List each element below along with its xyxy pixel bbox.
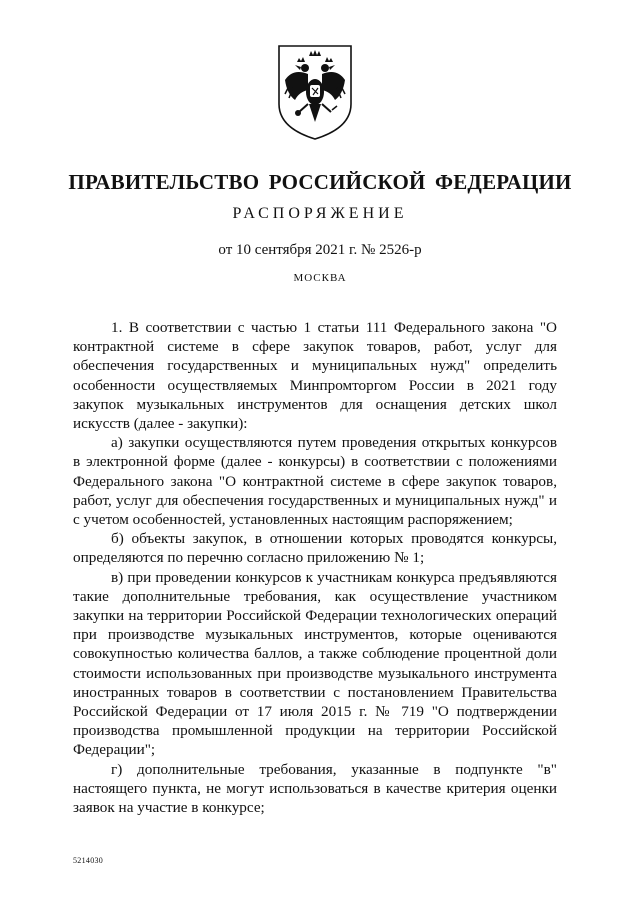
document-date-number: от 10 сентября 2021 г. № 2526-р <box>218 242 422 258</box>
document-body <box>73 318 557 817</box>
document-kind: РАСПОРЯЖЕНИЕ <box>232 205 408 222</box>
paragraph-g: г) дополнительные требования, указанные в подпункте "в" настоящего пункта, не могут использоваться в качестве критерия оценки заявок на участие в конкурсе; <box>73 760 557 817</box>
paragraph-1: 1. В соответствии с частью 1 статьи 111 Федерального закона "О контрактной системе в сфере закупок товаров, работ, услуг для обеспечения государственных и муниципальных нужд" определить особенности осуществляемых Минпромторгом России в 2021 году закупок музыкальных инструментов для оснащения детских школ искусств (далее - закупки): <box>73 319 557 433</box>
document-code: 5214030 <box>73 856 104 865</box>
government-title: ПРАВИТЕЛЬСТВО РОССИЙСКОЙ ФЕДЕРАЦИИ <box>68 170 572 194</box>
paragraph-v: в) при проведении конкурсов к участникам конкурса предъявляются такие дополнительные требования, как осуществление участником закупки на территории Российской Федерации технологических операций при производстве музыкальных инструментов, которые оцениваются совокупностью количества баллов, а также соблюдение процентной доли стоимости использованных при производстве музыкального инструмента иностранных товаров в соответствии с постановлением Правительства Российской Федерации от 17 июля 2015 г. № 719 "О подтверждении производства промышленной продукции на территории Российской Федерации"; <box>73 568 557 759</box>
paragraph-a: а) закупки осуществляются путем проведения открытых конкурсов в электронной форме (далее - конкурсы) в соответствии с положениями Федерального закона "О контрактной системе в сфере закупок товаров, работ, услуг для обеспечения государственных и муниципальных нужд" и с учетом особенностей, установленных настоящим распоряжением; <box>73 434 557 529</box>
paragraph-b: б) объекты закупок, в отношении которых проводятся конкурсы, определяются по перечню согласно приложению № 1; <box>73 530 557 567</box>
document-city: МОСКВА <box>293 272 347 284</box>
russian-coat-of-arms-icon <box>275 42 355 142</box>
coat-of-arms-emblem <box>275 42 355 142</box>
